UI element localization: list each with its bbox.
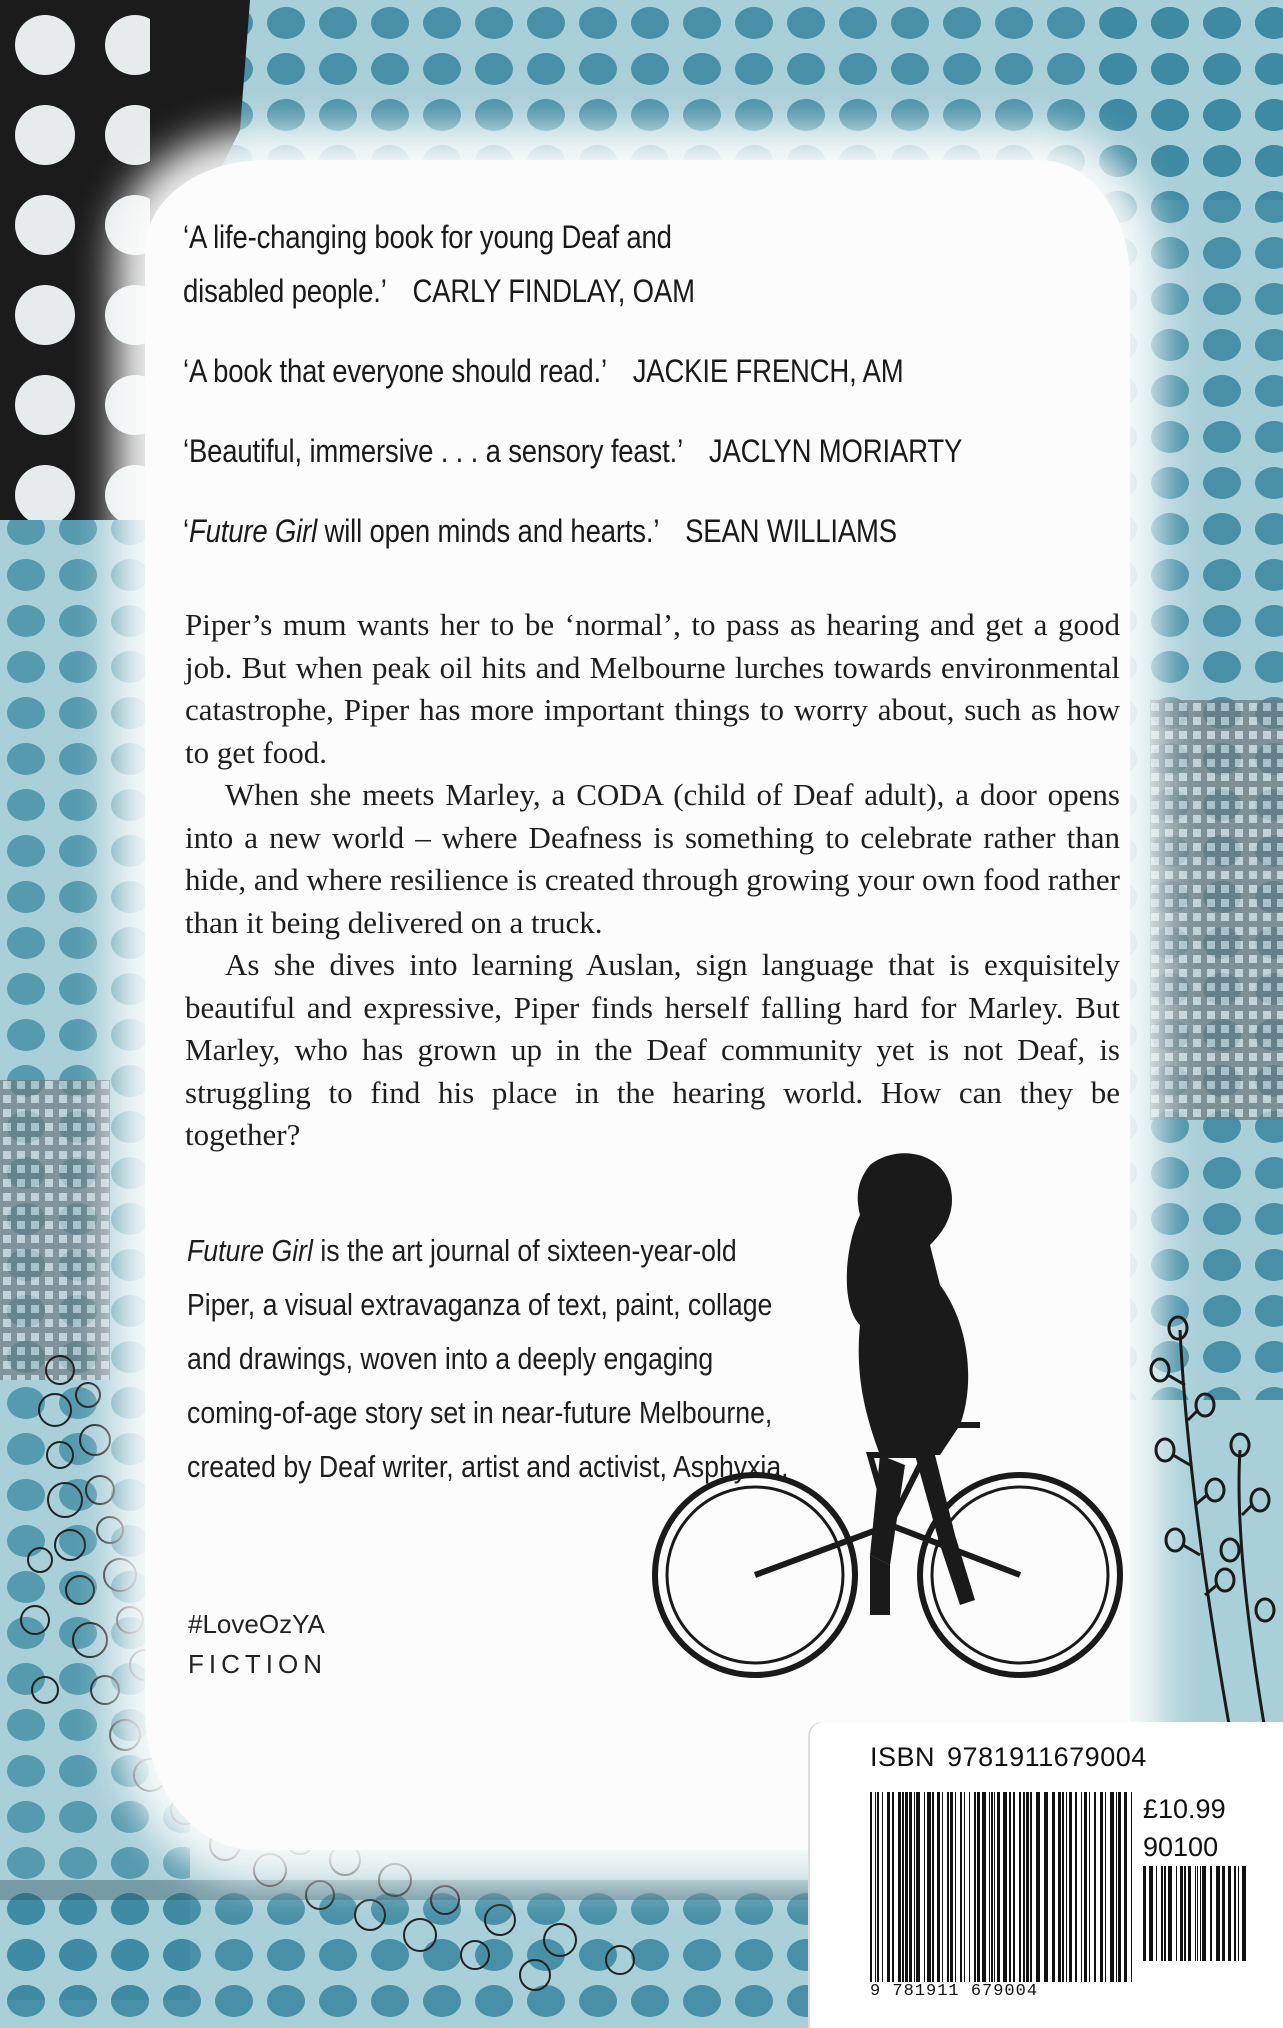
barcode-bar [916,1792,920,1982]
barcode-bar [1200,1866,1201,1961]
barcode-bar [937,1792,940,1982]
barcode-bar [892,1792,894,1982]
barcode-bar [1180,1866,1183,1961]
category-label: FICTION [188,1649,327,1679]
barcode-bar [1036,1792,1040,1982]
barcode-bar [1131,1792,1132,1982]
barcode-bar [1075,1792,1077,1982]
barcode-bar [1168,1866,1172,1961]
barcode-bar [1105,1792,1106,1982]
barcode-bar [942,1792,943,1982]
barcode-bar [1176,1866,1177,1961]
barcode-bar [1009,1792,1011,1982]
barcode-bar [1228,1866,1231,1961]
quote-1-line-2 [183,264,957,318]
barcode-bar [870,1792,872,1982]
flower-stem-illustration [1140,1310,1280,1740]
barcode-bar [875,1792,876,1982]
barcode-bar [1216,1866,1220,1961]
barcode-bar [927,1792,931,1982]
barcode-bar [1222,1866,1225,1961]
barcode-bar [964,1792,965,1982]
barcode-bar [1156,1866,1157,1961]
barcode-bar [977,1792,980,1982]
price: £10.99 [1143,1794,1226,1824]
quote-4-attribution: SEAN WILLIAMS [685,513,897,549]
barcode-bar [974,1792,976,1982]
barcode-bar [1188,1866,1191,1961]
barcode-bar [1026,1792,1029,1982]
barcode-bar [1110,1792,1114,1982]
barcode-bar [1164,1866,1166,1961]
barcode-bar [905,1792,908,1982]
quote-1-attribution: CARLY FINDLAY, OAM [412,273,695,309]
barcode-bar [1202,1866,1206,1961]
barcode-bar [932,1792,934,1982]
quote-4-title: Future Girl [188,513,318,549]
barcode-bar [1210,1866,1212,1961]
quote-2-attribution: JACKIE FRENCH, AM [632,353,904,389]
barcode-bar [1081,1792,1082,1982]
quote-3-attribution: JACLYN MORIARTY [708,433,963,469]
barcode-digits: 9 781911 679004 [870,1982,1039,2001]
barcode-bar [969,1792,970,1982]
barcode-bar [1003,1792,1007,1982]
barcode-bar [1052,1792,1055,1982]
barcode-bar [1184,1866,1186,1961]
barcode-bar [1069,1792,1072,1982]
barcode-bar [1197,1866,1198,1961]
quote-2 [183,344,957,398]
review-quotes [183,210,1083,558]
barcode-bar [1234,1866,1236,1961]
price-block [1143,1790,1253,1971]
barcode-bar [1124,1792,1127,1982]
synopsis [185,604,1120,1157]
barcode-bar [914,1792,915,1982]
barcode-bar [1094,1792,1096,1982]
girl-on-bicycle-illustration [640,1125,1140,1725]
quote-3 [183,424,963,478]
barcode-bar [1066,1792,1067,1982]
barcode-bar [1023,1792,1025,1982]
barcode-bar [902,1792,904,1982]
description-text: is the art journal of sixteen-year-old Piper, a visual extravaganza of text, paint, collage and drawings, woven into a deeply engaging coming-of-age story set in near-future Melbourne, created by Deaf writer, artist and activist, Asphyxia. [187,1233,789,1484]
quote-4-text: will open minds and hearts.’ [317,513,660,549]
addon-barcode [1143,1866,1253,1961]
barcode-bar [1143,1866,1146,1961]
barcode-bar [1118,1792,1121,1982]
barcode-sticker [810,1722,1283,2028]
description-title: Future Girl [187,1233,313,1268]
isbn-label: ISBN [870,1742,936,1772]
barcode-bar [950,1792,953,1982]
barcode-bar [982,1792,986,1982]
barcode-bar [1238,1866,1239,1961]
barcode-bar [1242,1866,1246,1961]
synopsis-paragraph-1: Piper’s mum wants her to be ‘normal’, to pass as hearing and get a good job. But when peak oil hits and Melbourne lurches towards environmental catastrophe, Piper has more important things to worry about, such as how to get food. [185,607,1120,770]
barcode-bar [887,1792,890,1982]
barcode-bar [1013,1792,1015,1982]
barcode-bar [955,1792,956,1982]
barcode-bar [1100,1792,1103,1982]
hashtag: #LoveOzYA [188,1609,325,1639]
barcode-bar [947,1792,949,1982]
barcode-bar [1161,1866,1163,1961]
isbn-number: 9781911679004 [947,1742,1147,1772]
quote-1-line-1: ‘A life-changing book for young Deaf and [183,219,672,255]
barcode-bar [1089,1792,1090,1982]
quote-4 [183,504,957,558]
quote-2-text: ‘A book that everyone should read.’ [183,353,607,389]
barcode-bar [924,1792,925,1982]
barcode-bar [882,1792,883,1982]
barcode-bar [1019,1792,1021,1982]
barcode-bar [989,1792,990,1982]
barcode-bar [1116,1792,1117,1982]
barcode-bar [877,1792,879,1982]
isbn-line [870,1742,1147,1773]
quote-3-text: ‘Beautiful, immersive . . . a sensory feast.’ [183,433,684,469]
barcode-bar [960,1792,962,1982]
barcode-bar [898,1792,901,1982]
barcode-bar [997,1792,1000,1982]
barcode-bar [1058,1792,1061,1982]
barcode-bar [1195,1866,1196,1961]
barcode-bar [1030,1792,1032,1982]
synopsis-paragraph-3: As she dives into learning Auslan, sign language that is exquisitely beautiful and expressive, Piper finds herself falling hard for Marley. But Marley, who has grown up in the Deaf community yet is not Deaf, is struggling to find his place in the hearing world. How can they be together? [185,947,1120,1152]
barcode-bar [1062,1792,1064,1982]
barcode-bar [1149,1866,1153,1961]
barcode-bar [1084,1792,1087,1982]
barcode-bar [994,1792,995,1982]
barcode-bar [991,1792,993,1982]
synopsis-paragraph-2: When she meets Marley, a CODA (child of Deaf adult), a door opens into a new world – where Deafness is something to celebrate rather than hide, and where resilience is created through growing your own food rather than it being delivered on a truck. [185,777,1120,940]
price-addon-code: 90100 [1143,1832,1219,1862]
barcode [870,1792,1140,1982]
quote-4-open-quote: ‘ [183,513,189,549]
barcode-bar [909,1792,912,1982]
genre-tags [188,1604,327,1684]
quote-1-text: disabled people.’ [183,273,387,309]
barcode-bar [1044,1792,1048,1982]
